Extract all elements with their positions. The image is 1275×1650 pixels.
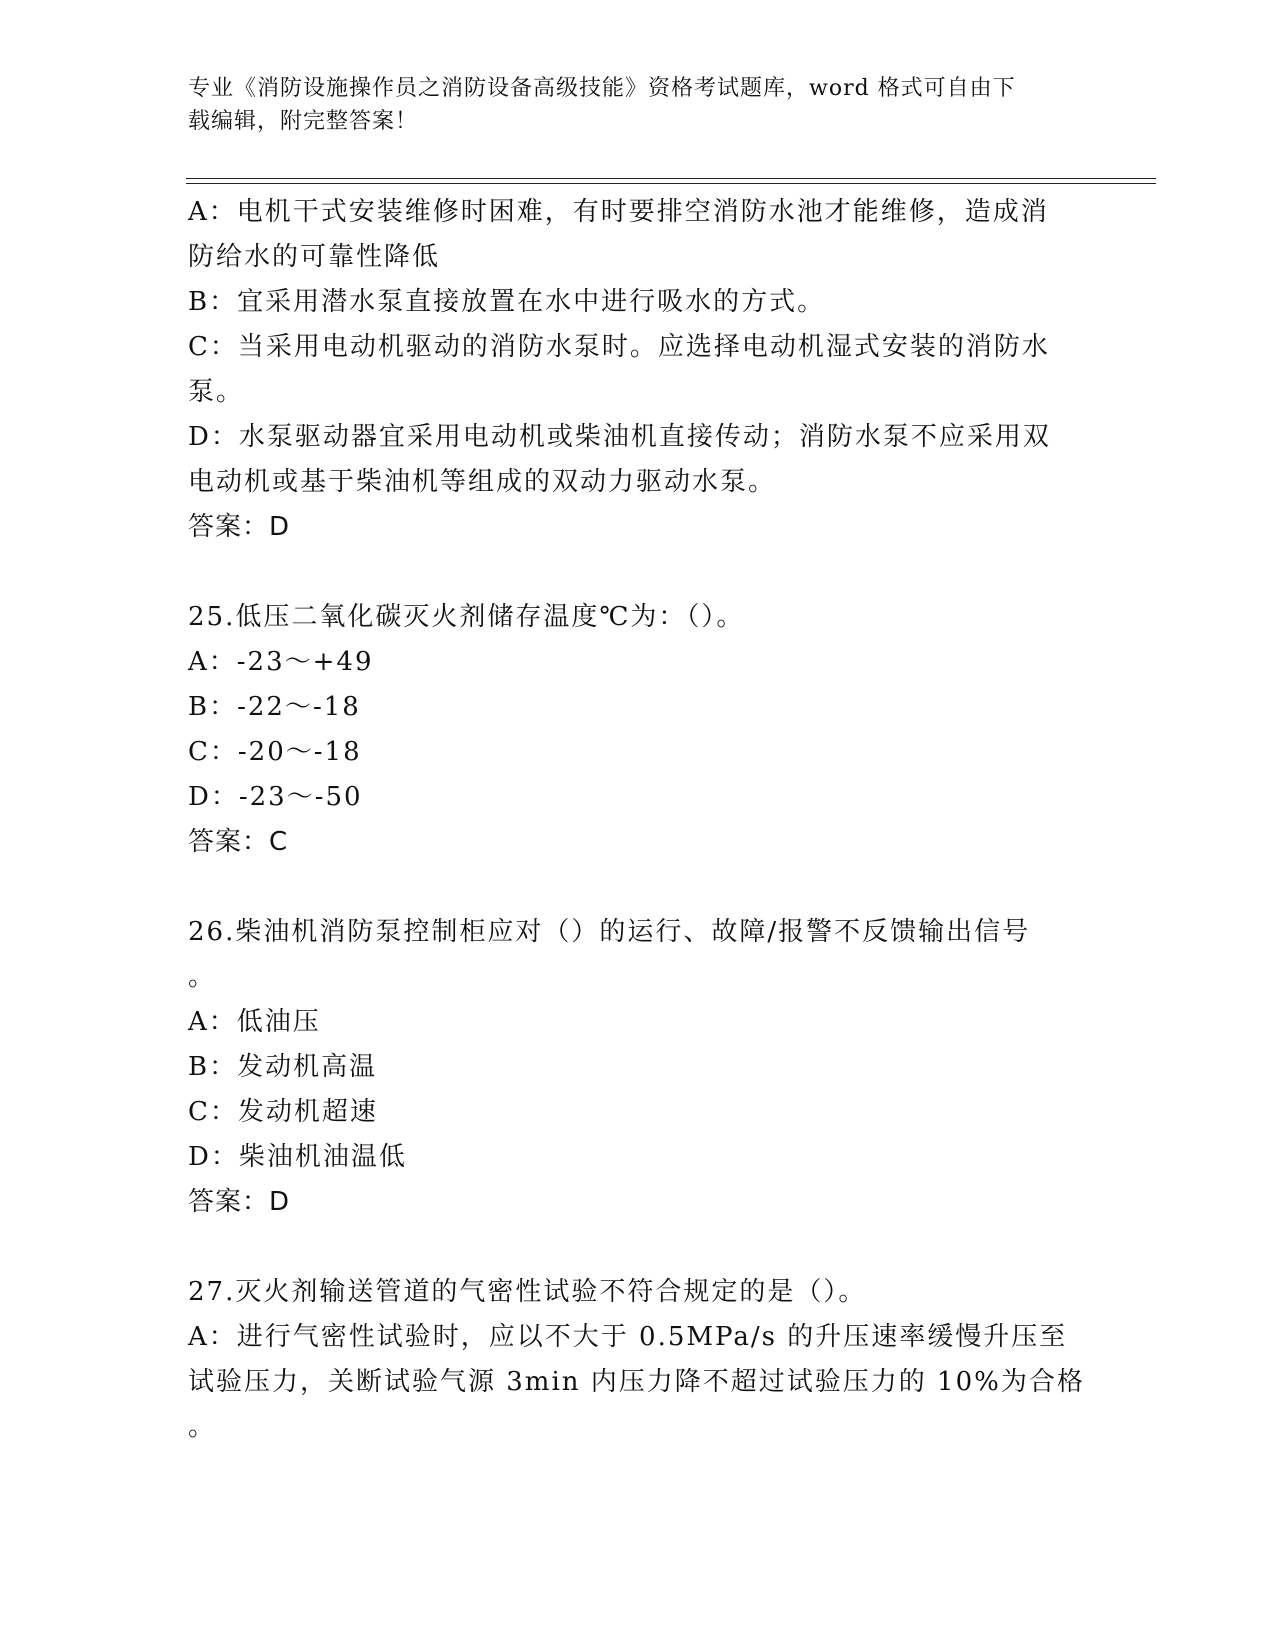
q26-question-line-1: 26.柴油机消防泵控制柜应对（）的运行、故障/报警不反馈输出信号 [188, 917, 1031, 947]
question-26-block [188, 910, 1068, 1225]
q27-option-a-line-3: 。 [188, 1412, 217, 1442]
question-24-block [188, 190, 1068, 550]
header-divider-bottom [186, 183, 1156, 184]
q24-option-a-line-1: A：电机干式安装维修时困难，有时要排空消防水池才能维修，造成消 [188, 197, 1049, 227]
q24-option-b: B：宜采用潜水泵直接放置在水中进行吸水的方式。 [188, 287, 826, 317]
q25-question: 25.低压二氧化碳灭火剂储存温度℃为：（）。 [188, 602, 745, 632]
question-content [188, 190, 1085, 1450]
q24-option-c-line-2: 泵。 [188, 377, 245, 407]
q24-option-c-line-1: C：当采用电动机驱动的消防水泵时。应选择电动机湿式安装的消防水 [188, 332, 1050, 362]
q27-question: 27.灭火剂输送管道的气密性试验不符合规定的是（）。 [188, 1277, 867, 1307]
q27-option-a-line-1: A：进行气密性试验时，应以不大于 0.5MPa/s 的升压速率缓慢升压至 [188, 1322, 1068, 1352]
spacer [188, 550, 1068, 595]
q26-option-b: B：发动机高温 [188, 1052, 378, 1082]
question-25-block [188, 595, 1068, 865]
q24-option-a-line-2: 防给水的可靠性降低 [188, 242, 441, 272]
document-header [188, 72, 1068, 138]
spacer [188, 1225, 1068, 1270]
q26-option-c: C：发动机超速 [188, 1097, 378, 1127]
header-line-2: 载编辑，附完整答案！ [188, 109, 419, 134]
q26-option-d: D：柴油机油温低 [188, 1142, 407, 1172]
header-line-1: 专业《消防设施操作员之消防设备高级技能》资格考试题库，word 格式可自由下 [188, 76, 1016, 101]
question-27-block [188, 1270, 1085, 1450]
q25-answer: 答案：C [188, 827, 289, 857]
q24-option-d-line-2: 电动机或基于柴油机等组成的双动力驱动水泵。 [188, 467, 777, 497]
q25-option-c: C：-20～-18 [188, 737, 362, 767]
q24-option-d-line-1: D：水泵驱动器宜采用电动机或柴油机直接传动；消防水泵不应采用双 [188, 422, 1051, 452]
q25-option-a: A：-23～+49 [188, 647, 374, 677]
spacer [188, 865, 1068, 910]
q25-option-b: B：-22～-18 [188, 692, 361, 722]
q27-option-a-line-2: 试验压力，关断试验气源 3min 内压力降不超过试验压力的 10%为合格 [188, 1367, 1085, 1397]
q26-answer: 答案：D [188, 1187, 291, 1217]
header-divider-top [186, 178, 1156, 179]
q26-option-a: A：低油压 [188, 1007, 321, 1037]
q26-question-line-2: 。 [188, 962, 217, 992]
q24-answer: 答案：D [188, 512, 291, 542]
q25-option-d: D：-23～-50 [188, 782, 363, 812]
